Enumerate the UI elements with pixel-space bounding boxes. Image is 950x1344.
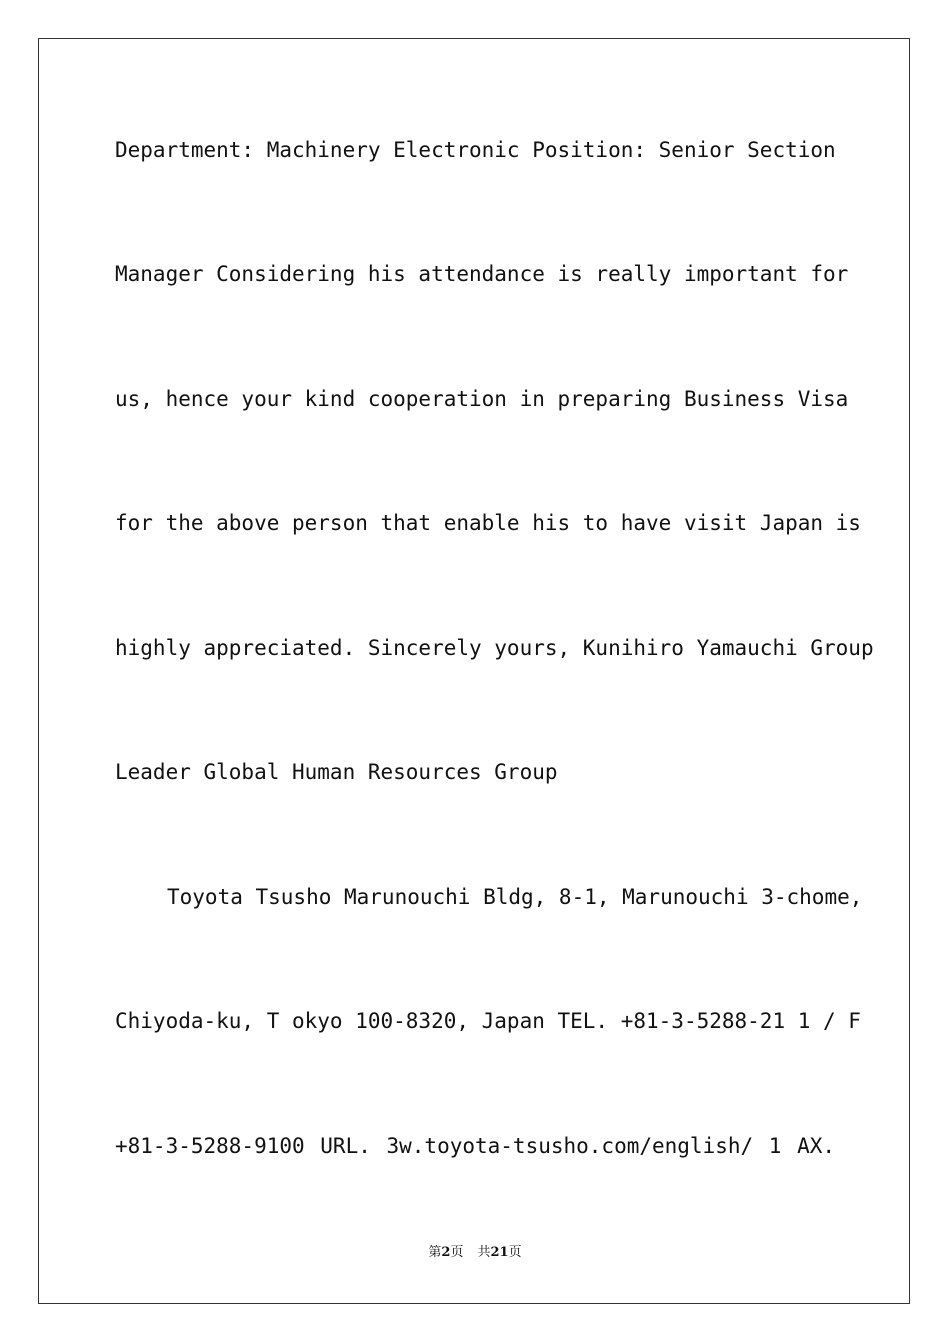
text-line-9: +81-3-5288-9100 URL. 3w.toyota-tsusho.com/english/ 1 AX. [115,1134,835,1158]
text-line-5: highly appreciated. Sincerely yours, Kunihiro Yamauchi Group [115,636,874,660]
total-suffix: 页 [508,1245,522,1260]
page-suffix: 页 [450,1245,464,1260]
page-frame [38,38,910,1304]
text-line-8: Chiyoda-ku, T okyo 100-8320, Japan TEL. +81-3-5288-21 1 / F [115,1009,861,1033]
text-line-7: Toyota Tsusho Marunouchi Bldg, 8-1, Marunouchi 3-chome, [167,885,863,909]
total-prefix: 共 [477,1245,491,1260]
total-pages: 21 [490,1245,509,1260]
text-line-3: us, hence your kind cooperation in preparing Business Visa [115,387,849,411]
page-prefix: 第 [428,1245,442,1260]
page-number: 2 [441,1245,451,1260]
text-line-6: Leader Global Human Resources Group [115,760,558,784]
text-line-4: for the above person that enable his to have visit Japan is [115,511,861,535]
page-footer [0,1244,950,1262]
text-line-2: Manager Considering his attendance is really important for [115,262,849,286]
text-line-1: Department: Machinery Electronic Position: Senior Section [115,138,836,162]
